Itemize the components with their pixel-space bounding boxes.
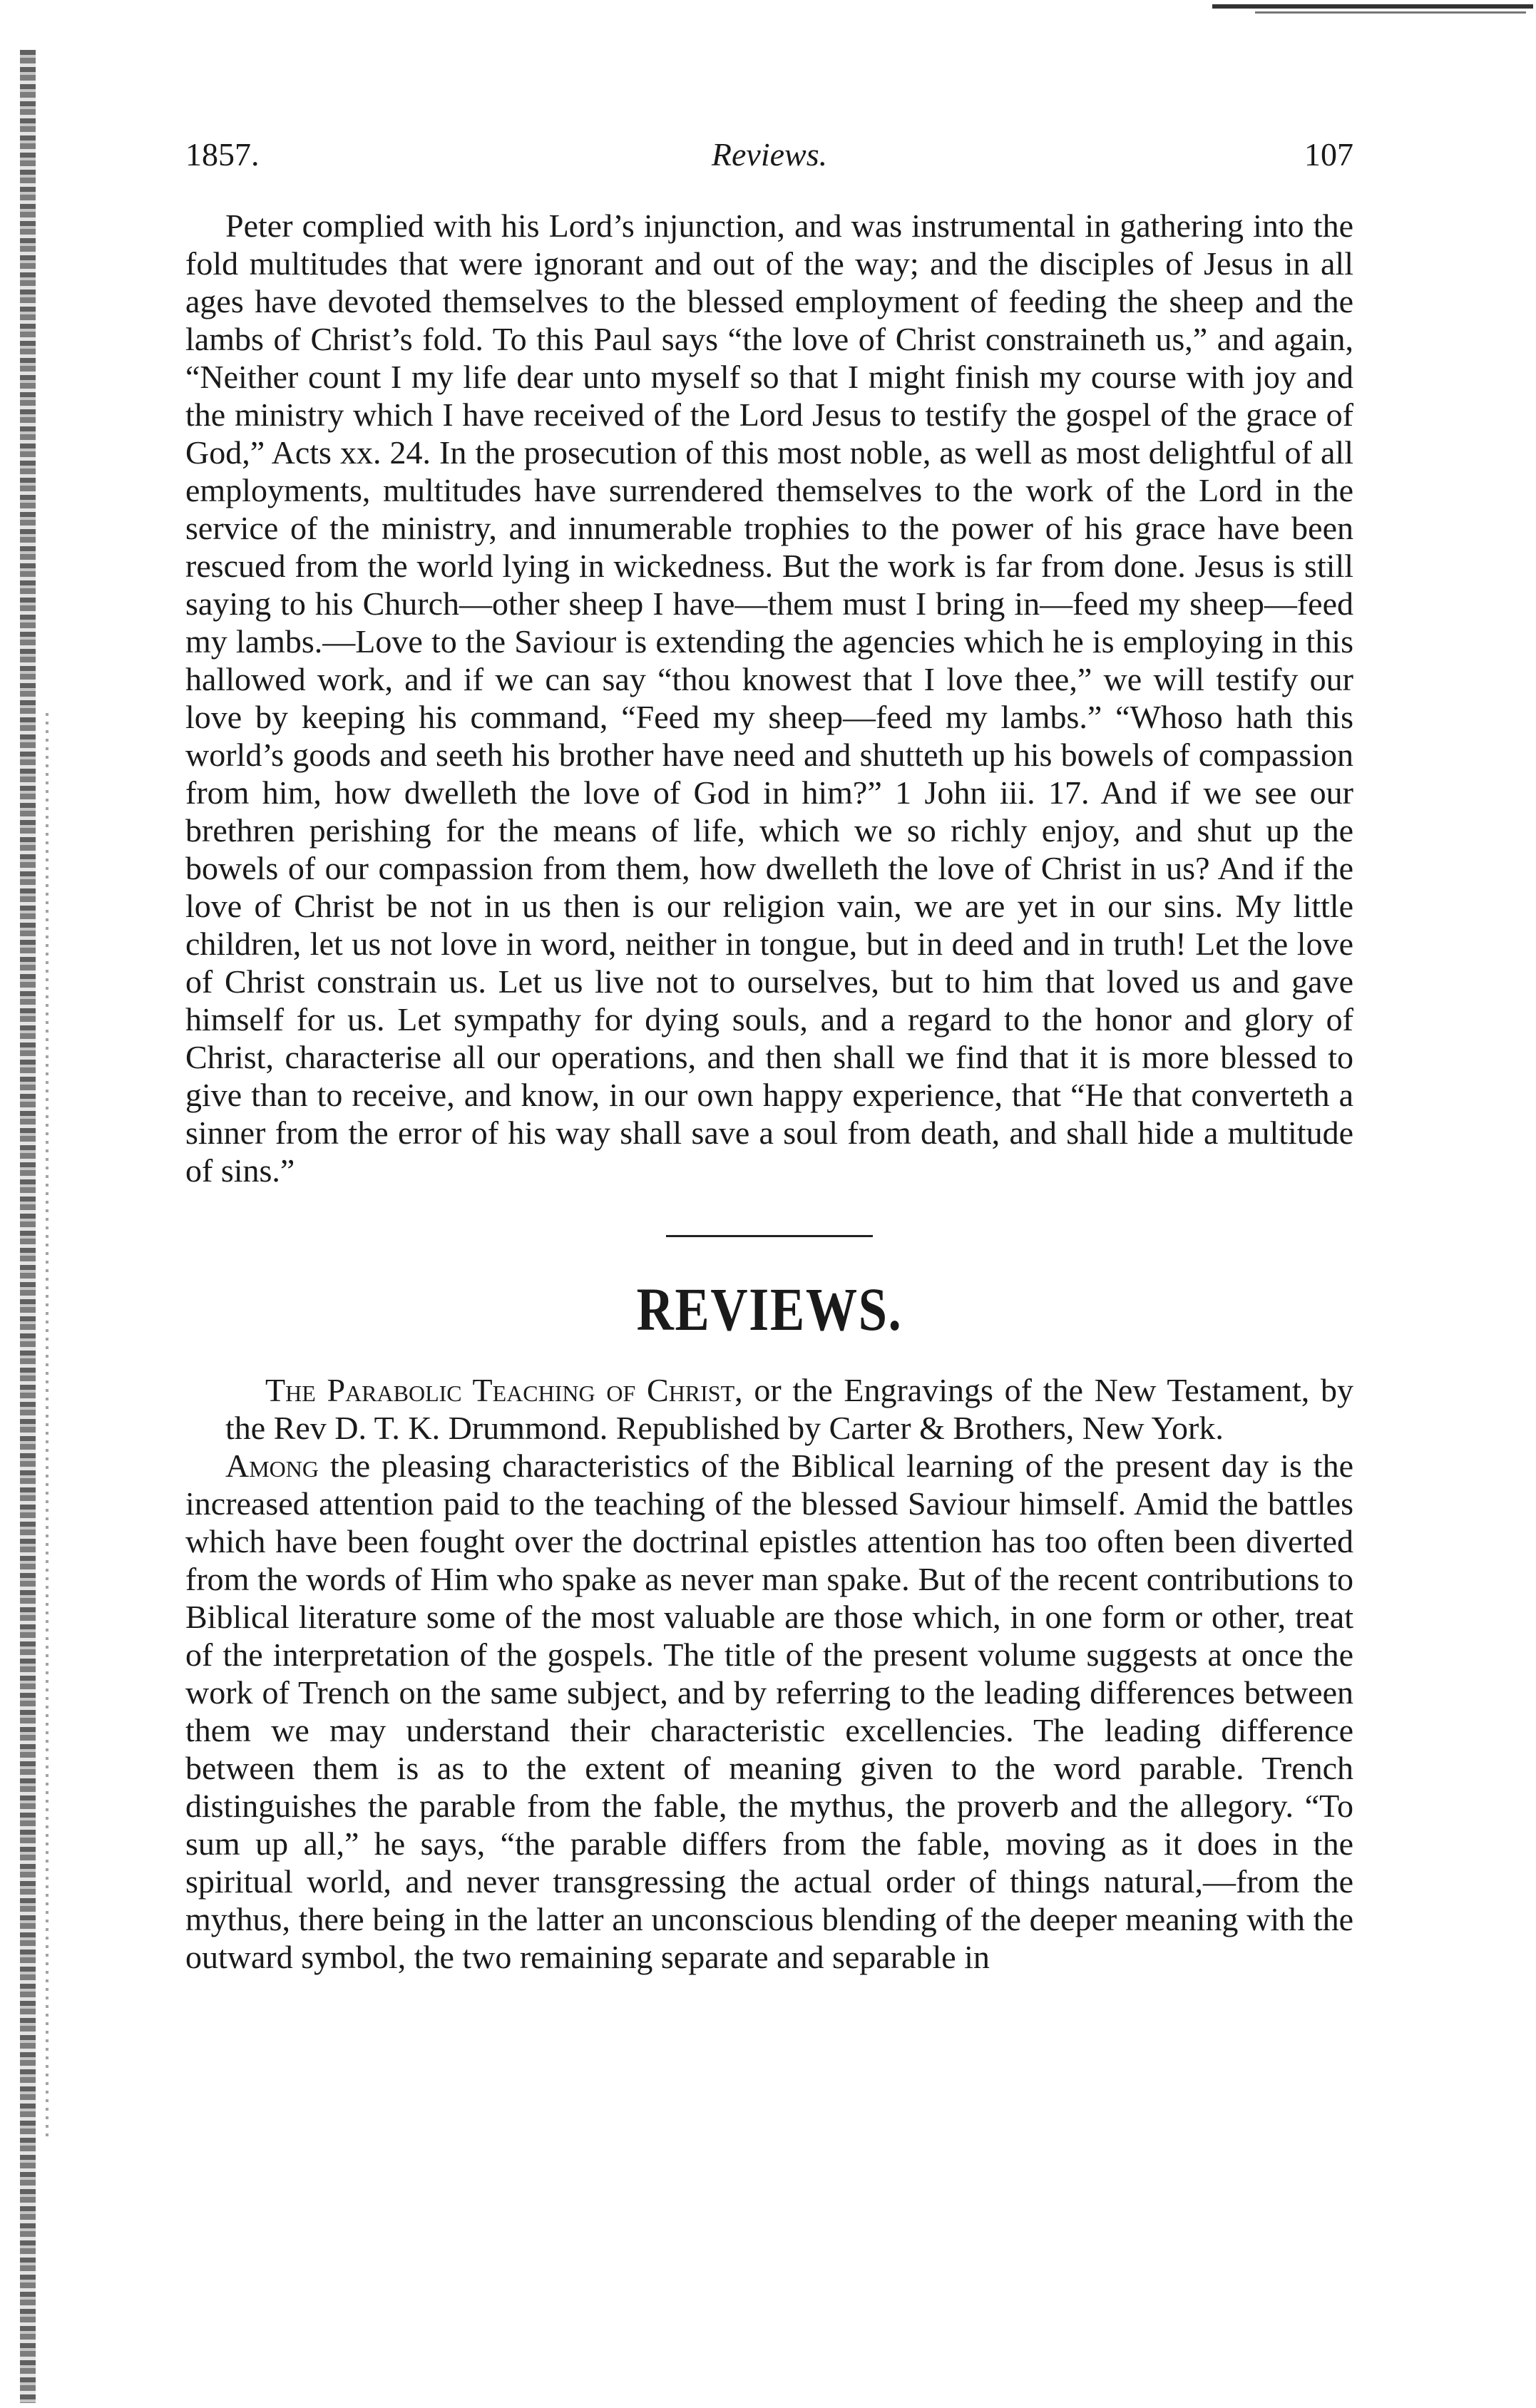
- book-title: The Parabolic Teaching of Christ,: [265, 1372, 743, 1408]
- section-heading: REVIEWS.: [636, 1275, 903, 1343]
- top-edge-rule-thin: [1255, 11, 1526, 14]
- page-body: [185, 207, 1353, 1976]
- header-year: 1857.: [185, 136, 260, 173]
- review-paragraph: [185, 1447, 1353, 1976]
- section-divider: [666, 1235, 873, 1237]
- article-paragraph: Peter complied with his Lord’s injunction, and was instrumental in gathering into the fold multitudes that were ignorant and out of the way; and the disciples of Jesus in all ages have devoted themselves to the blessed employment of feeding the sheep and the lambs of Christ’s fold. To this Paul says “the love of Christ constraineth us,” and again, “Neither count I my life dear unto myself so that I might finish my course with joy and the ministry which I have received of the Lord Jesus to testify the gospel of the grace of God,” Acts xx. 24. In the prosecution of this most noble, as well as most delightful of all employments, multitudes have surrendered themselves to the work of the Lord in the service of the ministry, and innumerable trophies to the power of his grace have been rescued from the world lying in wickedness. But the work is far from done. Jesus is still saying to his Church—other sheep I have—them must I bring in—feed my sheep—feed my lambs.—Love to the Saviour is extending the agencies which he is employing in this hallowed work, and if we can say “thou knowest that I love thee,” we will testify our love by keeping his command, “Feed my sheep—feed my lambs.” “Whoso hath this world’s goods and seeth his brother have need and shutteth up his bowels of compassion from him, how dwelleth the love of God in him?” 1 John iii. 17. And if we see our brethren perishing for the means of life, which we so richly enjoy, and shut up the bowels of our compassion from them, how dwelleth the love of Christ in us? And if the love of Christ be not in us then is our religion vain, we are yet in our sins. My little children, let us not love in word, neither in tongue, but in deed and in truth! Let the love of Christ constrain us. Let us live not to ourselves, but to him that loved us and gave himself for us. Let sympathy for dying souls, and a regard to the honor and glory of Christ, characterise all our operations, and then shall we find that it is more blessed to give than to receive, and know, in our own happy experience, that “He that converteth a sinner from the error of his way shall save a soul from death, and shall hide a multitude of sins.”: [185, 208, 1353, 1189]
- binding-edge: [20, 50, 36, 2403]
- book-entry: [185, 1371, 1353, 1447]
- book-details: or the Engravings of the New Testament, by the Rev D. T. K. Drummond. Republished by Carter & Brothers, New York.: [225, 1372, 1354, 1446]
- top-edge-rule: [1212, 4, 1533, 9]
- review-text: the pleasing characteristics of the Biblical learning of the present day is the increased attention paid to the teaching of the blessed Saviour himself. Amid the battles which have been fought over the doctrinal epistles attention has too often been diverted from the words of Him who spake as never man spake. But of the recent contributions to Biblical literature some of the most valuable are those which, in one form or other, treat of the interpretation of the gospels. The title of the present volume suggests at once the work of Trench on the same subject, and by referring to the leading differences between them we may understand their characteristic excellencies. The leading difference between them is as to the extent of meaning given to the word parable. Trench distinguishes the parable from the fable, the mythus, the proverb and the allegory. “To sum up all,” he says, “the parable differs from the fable, moving as it does in the spiritual world, and never transgressing the actual order of things natural,—from the mythus, there being in the latter an unconscious blending of the deeper meaning with the outward symbol, the two remaining separate and separable in: [185, 1448, 1353, 1975]
- header-page-number: 107: [1304, 136, 1353, 173]
- binding-edge-shadow: [46, 713, 48, 2139]
- running-header: [185, 135, 1353, 193]
- header-running-title: Reviews.: [711, 136, 828, 173]
- review-opening-word: Among: [225, 1448, 319, 1484]
